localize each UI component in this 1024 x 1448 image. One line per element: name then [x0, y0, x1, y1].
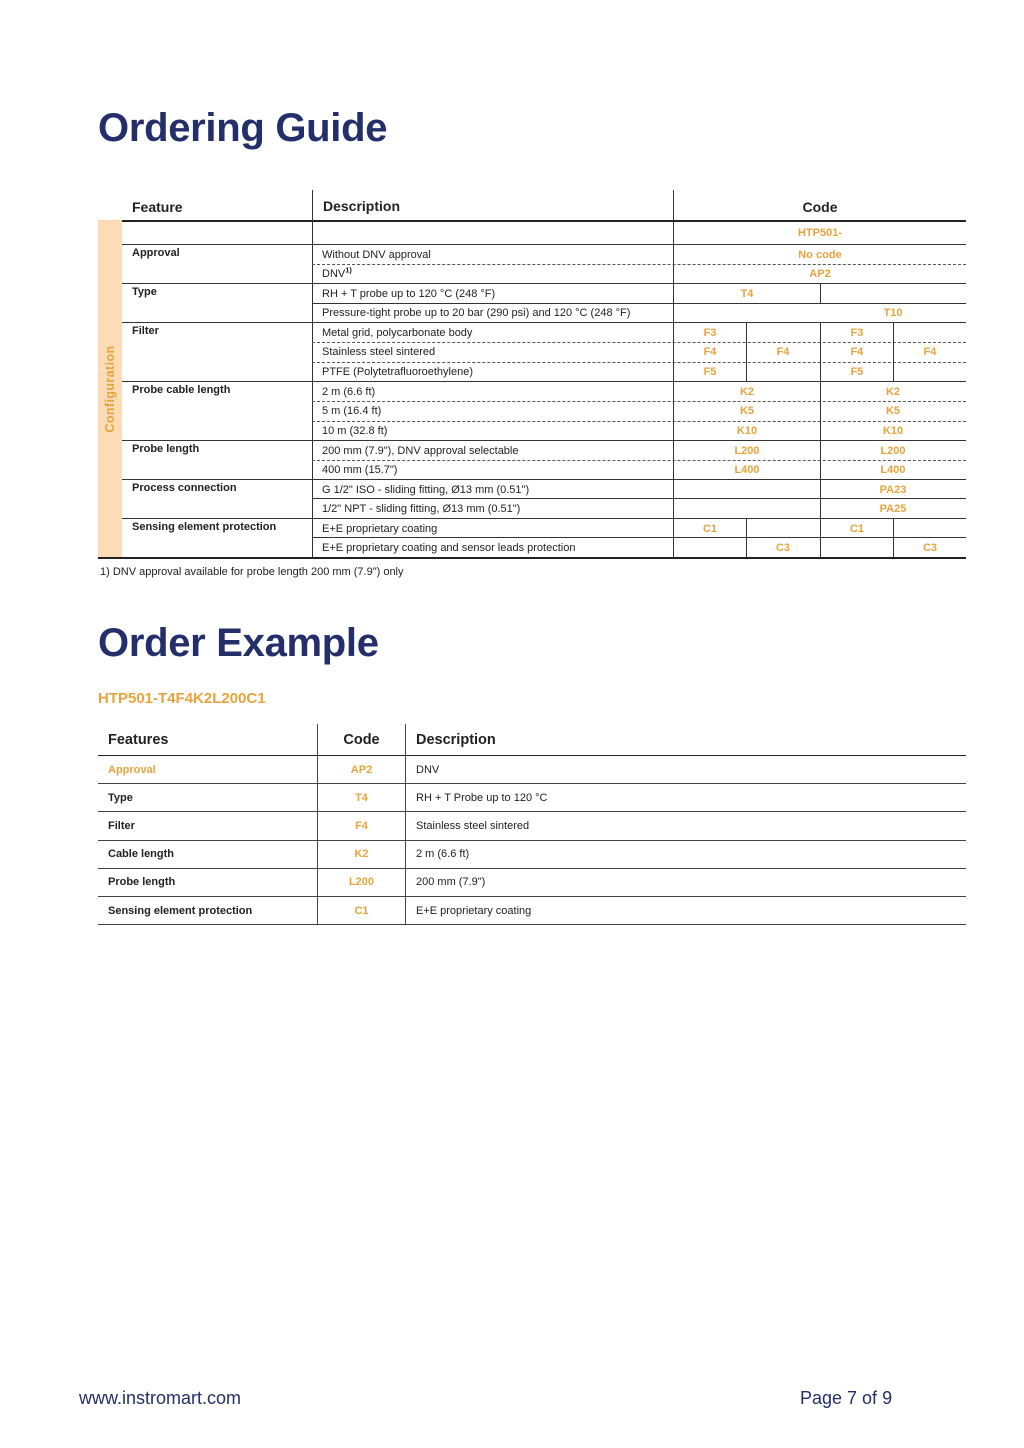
desc-ptfe: PTFE (Polytetrafluoroethylene) [322, 366, 474, 378]
desc-probe-200: 200 mm (7.9"), DNV approval selectable [322, 445, 519, 457]
desc-rh-t-probe: RH + T probe up to 120 °C (248 °F) [322, 288, 496, 300]
row-description: E+E proprietary coating [405, 897, 966, 924]
code-k5: K5 [885, 405, 901, 417]
row-feature: Type [108, 791, 133, 804]
ordering-guide-table [98, 190, 966, 558]
row-description: Stainless steel sintered [405, 812, 966, 839]
code-k10: K10 [736, 425, 758, 437]
code-no-code: No code [798, 249, 842, 261]
row-code: AP2 [317, 756, 405, 783]
configuration-label: Configuration [103, 344, 117, 433]
code-c3: C3 [775, 542, 791, 554]
table-row [98, 812, 966, 840]
code-ap2: AP2 [809, 268, 831, 280]
desc-dnv: DNV$^{1)}$ [322, 265, 352, 280]
code-f4: F4 [776, 346, 790, 358]
example-order-code: HTP501-T4F4K2L200C1 [98, 690, 266, 707]
row-feature: Cable length [108, 848, 175, 861]
code-header: Code [802, 199, 838, 215]
feature-header: Feature [132, 199, 183, 215]
code-prefix: HTP501- [797, 227, 843, 239]
code-f3: F3 [850, 327, 864, 339]
row-code: F4 [317, 812, 405, 839]
desc-ee-coating-leads: E+E proprietary coating and sensor leads protection [322, 542, 576, 554]
desc-cable-10m: 10 m (32.8 ft) [322, 425, 388, 437]
row-description: RH + T Probe up to 120 °C [405, 784, 966, 811]
description-header: Description [323, 198, 401, 214]
desc-ee-coating: E+E proprietary coating [322, 523, 438, 535]
description-header: Description [405, 724, 966, 755]
table-row [98, 897, 966, 925]
code-c3: C3 [922, 542, 938, 554]
code-k2: K2 [885, 386, 901, 398]
row-code: T4 [317, 784, 405, 811]
code-f3: F3 [703, 327, 717, 339]
code-t4: T4 [740, 288, 754, 300]
footer-website-link[interactable]: www.instromart.com [79, 1388, 242, 1408]
code-l400: L400 [734, 464, 760, 476]
configuration-band [98, 220, 122, 557]
desc-cable-2m: 2 m (6.6 ft) [322, 386, 376, 398]
order-example-header-row [98, 724, 966, 756]
code-pa23: PA23 [879, 484, 907, 496]
desc-stainless: Stainless steel sintered [322, 346, 436, 358]
code-f5: F5 [850, 366, 864, 378]
row-code: K2 [317, 841, 405, 868]
row-feature: Filter [108, 819, 135, 832]
feature-approval: Approval [132, 247, 180, 259]
table-row [98, 841, 966, 869]
code-f4: F4 [850, 346, 864, 358]
feature-type: Type [132, 286, 157, 298]
row-feature: Approval [108, 763, 156, 776]
row-description: DNV [405, 756, 966, 783]
desc-metal-grid: Metal grid, polycarbonate body [322, 327, 473, 339]
dnv-footnote: 1) DNV approval available for probe length 200 mm (7.9") only [100, 566, 404, 578]
code-header: Code [317, 724, 405, 755]
desc-probe-400: 400 mm (15.7") [322, 464, 398, 476]
code-l400: L400 [880, 464, 906, 476]
feature-probe-length: Probe length [132, 443, 200, 455]
code-t10: T10 [883, 307, 903, 319]
row-code: L200 [317, 869, 405, 896]
row-description: 200 mm (7.9") [405, 869, 966, 896]
features-header: Features [108, 731, 169, 748]
table-row [98, 784, 966, 812]
code-l200: L200 [880, 445, 906, 457]
feature-filter: Filter [132, 325, 159, 337]
feature-probe-cable-length: Probe cable length [132, 384, 231, 396]
row-feature: Probe length [108, 876, 176, 889]
desc-without-dnv: Without DNV approval [322, 249, 431, 261]
code-pa25: PA25 [879, 503, 907, 515]
desc-pressure-tight: Pressure-tight probe up to 20 bar (290 psi) and 120 °C (248 °F) [322, 307, 631, 319]
code-c1: C1 [702, 523, 718, 535]
feature-sensing-element-protection: Sensing element protection [132, 521, 277, 533]
desc-cable-5m: 5 m (16.4 ft) [322, 405, 382, 417]
row-feature: Sensing element protection [108, 904, 253, 917]
code-f4: F4 [703, 346, 717, 358]
desc-g12-iso: G 1/2" ISO - sliding fitting, Ø13 mm (0.51") [322, 484, 530, 496]
ordering-guide-title: Ordering Guide [98, 106, 388, 150]
row-description: 2 m (6.6 ft) [405, 841, 966, 868]
table-row [98, 756, 966, 784]
feature-process-connection: Process connection [132, 482, 237, 494]
code-k2: K2 [739, 386, 755, 398]
code-k5: K5 [739, 405, 755, 417]
order-example-title: Order Example [98, 621, 379, 665]
code-c1: C1 [849, 523, 865, 535]
row-code: C1 [317, 897, 405, 924]
code-f5: F5 [703, 366, 717, 378]
code-k10: K10 [882, 425, 904, 437]
desc-npt: 1/2" NPT - sliding fitting, Ø13 mm (0.51") [322, 503, 521, 515]
order-example-table [98, 724, 966, 925]
code-l200: L200 [734, 445, 760, 457]
code-f4: F4 [923, 346, 937, 358]
table-row [98, 869, 966, 897]
footer-page-number: Page 7 of 9 [800, 1388, 893, 1408]
